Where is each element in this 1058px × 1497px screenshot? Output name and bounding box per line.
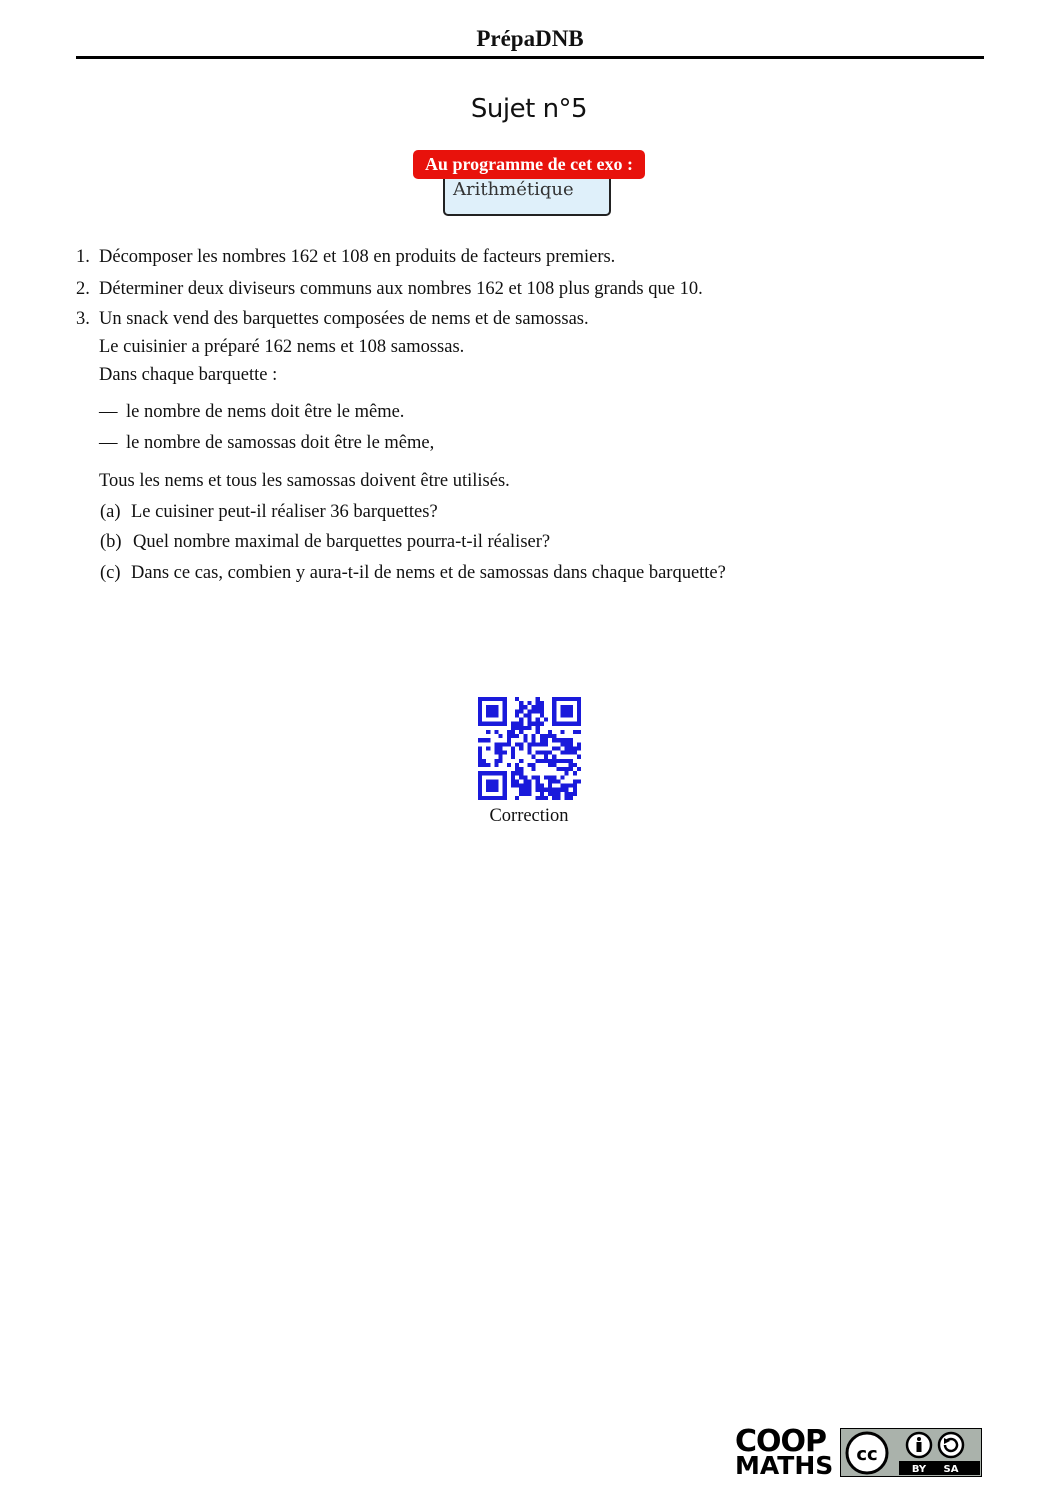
bullet-item: le nombre de samossas doit être le même,: [126, 433, 435, 453]
question-number: 3.: [76, 309, 90, 329]
svg-text:BY: BY: [911, 1464, 927, 1475]
svg-text:SA: SA: [943, 1464, 959, 1475]
coopmaths-wordmark: COOP MATHS: [735, 1424, 834, 1480]
subquestion-label: (c): [100, 563, 121, 583]
page-title: Sujet n°5: [470, 94, 588, 124]
question-3-line-4: Tous les nems et tous les samossas doivent être utilisés.: [99, 471, 510, 491]
header-divider: [76, 56, 984, 59]
subquestion-label: (a): [100, 502, 121, 522]
question-1: Décomposer les nombres 162 et 108 en produits de facteurs premiers.: [99, 247, 616, 267]
program-topic: Arithmétique: [453, 179, 574, 200]
question-number: 1.: [76, 247, 90, 267]
qr-code[interactable]: [478, 697, 581, 800]
question-3-line-3: Dans chaque barquette :: [99, 365, 278, 385]
bullet-dash: —: [99, 402, 118, 422]
subquestion-c: Dans ce cas, combien y aura-t-il de nems et de samossas dans chaque barquette?: [131, 563, 726, 583]
program-badge: Au programme de cet exo :: [413, 150, 645, 179]
subquestion-label: (b): [100, 532, 122, 552]
license-badge: [840, 1428, 982, 1477]
question-3-line-2: Le cuisinier a préparé 162 nems et 108 samossas.: [99, 337, 465, 357]
subquestion-b: Quel nombre maximal de barquettes pourra-t-il réaliser?: [133, 532, 551, 552]
correction-label: Correction: [489, 806, 569, 826]
svg-text:cc: cc: [856, 1444, 878, 1465]
bullet-dash: —: [99, 433, 118, 453]
question-number: 2.: [76, 279, 90, 299]
bullet-item: le nombre de nems doit être le même.: [126, 402, 405, 422]
question-2: Déterminer deux diviseurs communs aux nombres 162 et 108 plus grands que 10.: [99, 279, 703, 299]
site-title: PrépaDNB: [476, 26, 584, 51]
question-3-line-1: Un snack vend des barquettes composées de nems et de samossas.: [99, 309, 589, 329]
subquestion-a: Le cuisiner peut-il réaliser 36 barquettes?: [131, 502, 438, 522]
